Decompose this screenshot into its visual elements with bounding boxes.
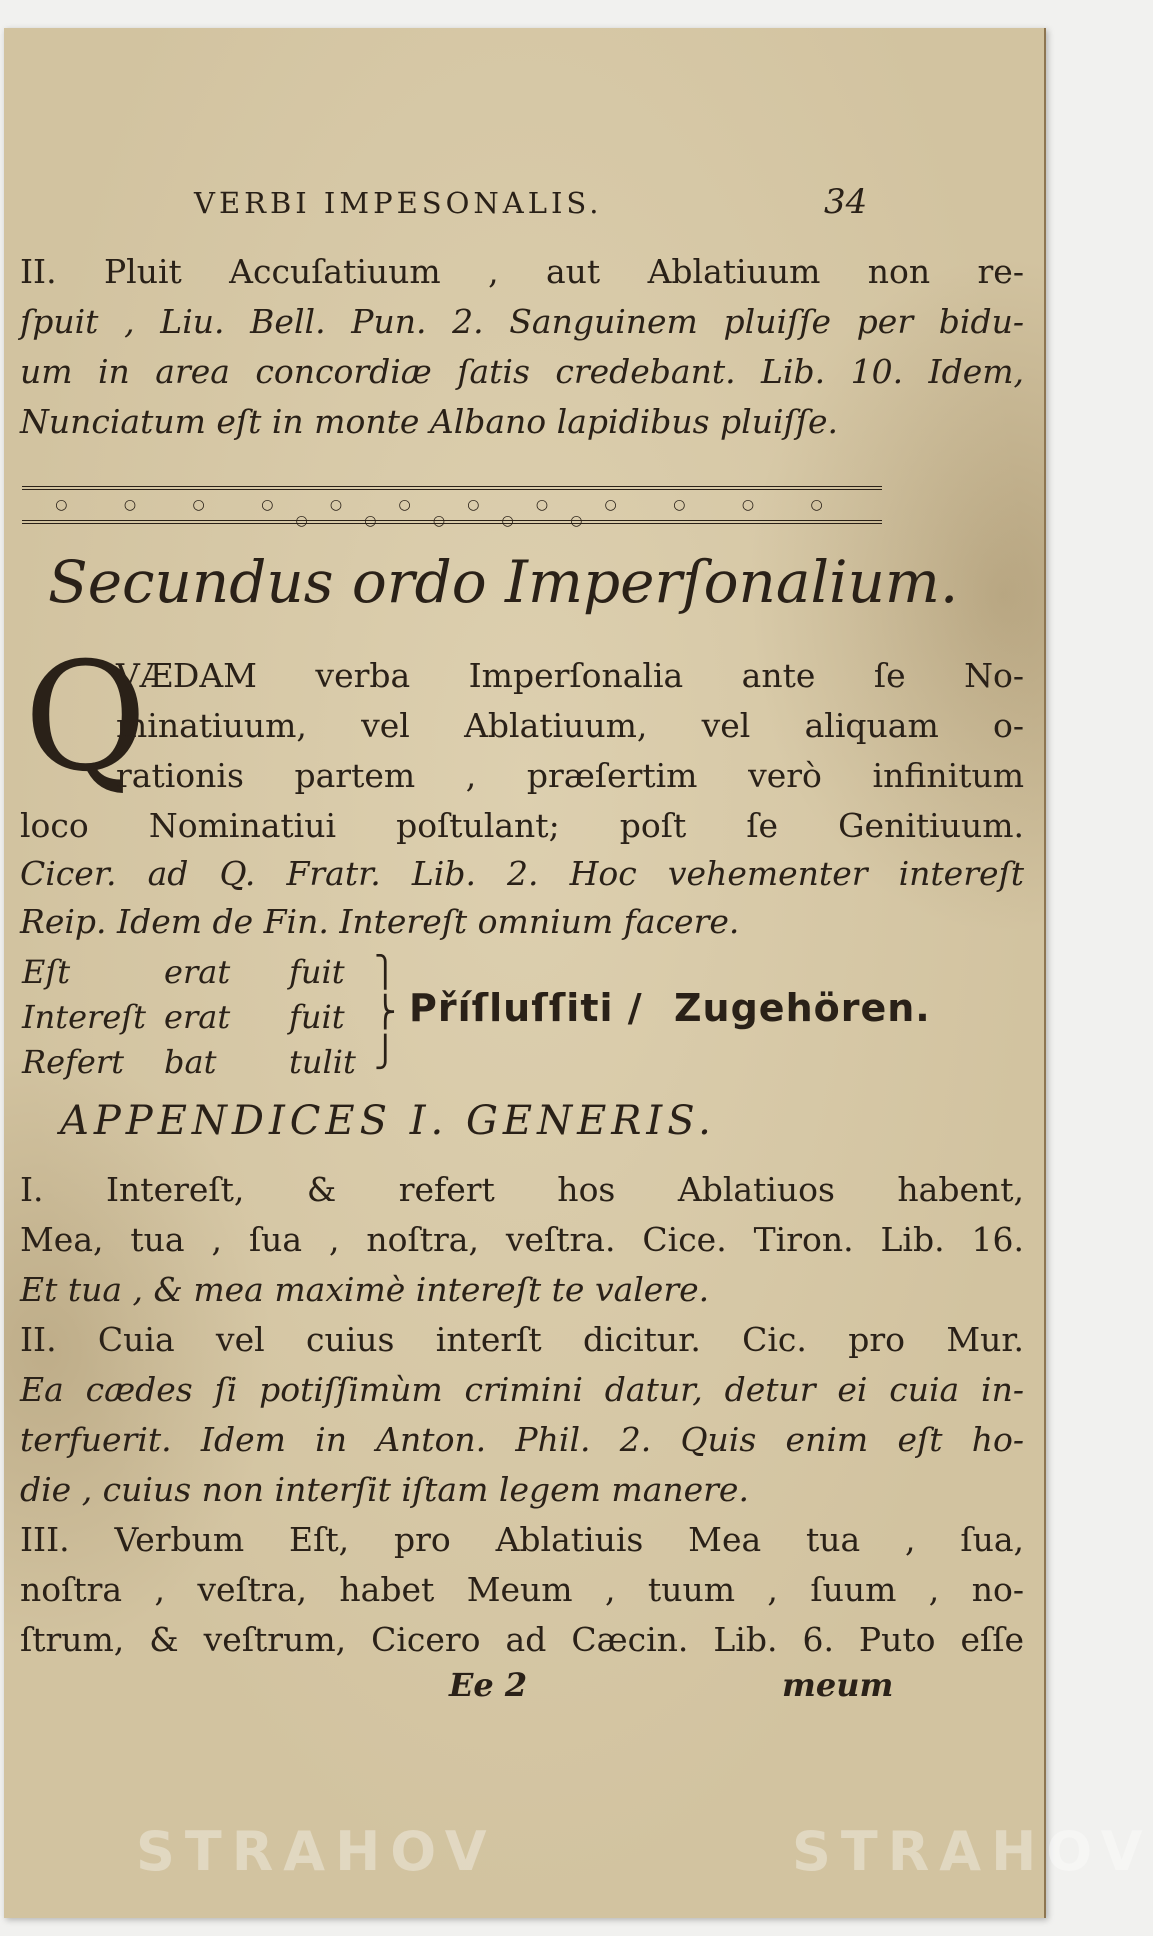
conj-row3-col2: bat (164, 1043, 217, 1081)
appx-line-8: III. Verbum Eſt, pro Ablatiuis Mea tua , ſua, (20, 1520, 1024, 1559)
appx-line-2: Mea, tua , ſua , noſtra, veſtra. Cice. Tiron. Lib. 16. (20, 1220, 1024, 1259)
appx-line-4: II. Cuia vel cuius interſt dicitur. Cic. pro Mur. (20, 1320, 1024, 1359)
running-head: VERBI IMPESONALIS. (194, 186, 603, 220)
watermark-right: STRAHOV (792, 1820, 1153, 1883)
appx-line-10: ſtrum, & veſtrum, Cicero ad Cæcin. Lib. 6. Puto eſſe (20, 1620, 1024, 1659)
body-line-3: rationis partem , præſertim verò infinitum (116, 756, 1024, 795)
top-line-4: Nunciatum eſt in monte Albano lapidibus pluiſſe. (20, 402, 838, 441)
catchword: meum (782, 1666, 894, 1704)
body-line-1: VÆDAM verba Imperſonalia ante ſe No- (116, 656, 1024, 695)
appendices-heading: APPENDICES I. GENERIS. (60, 1098, 716, 1144)
conj-row1-col3: fuit (289, 953, 345, 991)
rule-ornament: ○ ○ ○ ○ ○ ○ ○ ○ ○ ○ ○ ○ ○ ○ ○ ○ ○ (55, 497, 849, 529)
top-line-2: ſpuit , Liu. Bell. Pun. 2. Sanguinem pluiſſe per bidu- (20, 302, 1024, 341)
page-number: 34 (824, 182, 868, 222)
german-gloss: Zugehören. (674, 986, 931, 1030)
appx-line-9: noſtra , veſtra, habet Meum , tuum , ſuum , no- (20, 1570, 1024, 1609)
conj-row3-col3: tulit (289, 1043, 356, 1081)
appx-line-3: Et tua , & mea maximè intereſt te valere. (20, 1270, 710, 1309)
appx-line-1: I. Intereſt, & refert hos Ablatiuos habent, (20, 1170, 1024, 1209)
conj-row2-col2: erat (164, 998, 231, 1036)
body-line-4: loco Nominatiui poſtulant; poſt ſe Genitiuum. (20, 806, 1024, 845)
body-line-6: Reip. Idem de Fin. Intereſt omnium facere. (20, 902, 740, 941)
conj-row1-col1: Eſt (22, 953, 71, 991)
watermark-left: STRAHOV (136, 1820, 497, 1883)
body-line-2: minatiuum, vel Ablatiuum, vel aliquam o- (116, 706, 1024, 745)
appx-line-7: die , cuius non interſit iſtam legem manere. (20, 1470, 749, 1509)
conj-row3-col1: Refert (22, 1043, 124, 1081)
conj-row2-col1: Intereſt (22, 998, 146, 1036)
body-line-5: Cicer. ad Q. Fratr. Lib. 2. Hoc vehementer intereſt (20, 854, 1024, 893)
book-page (4, 28, 1153, 1918)
appx-line-5: Ea cædes ſi potiſſimùm crimini datur, detur ei cuia in- (20, 1370, 1024, 1409)
section-heading: Secundus ordo Imperſonalium. (48, 548, 959, 616)
top-line-1: II. Pluit Accuſatiuum , aut Ablatiuum non re- (20, 252, 1024, 291)
appx-line-6: terfuerit. Idem in Anton. Phil. 2. Quis enim eſt ho- (20, 1420, 1024, 1459)
czech-gloss: Příſluſſiti / (409, 986, 643, 1030)
conj-row1-col2: erat (164, 953, 231, 991)
conj-row2-col3: fuit (289, 998, 345, 1036)
ornamental-rule (22, 486, 882, 529)
brace-icon: ⎫ ⎬ ⎭ (374, 955, 397, 1070)
drop-cap: Q (24, 631, 147, 805)
top-line-3: um in area concordiæ ſatis credebant. Lib. 10. Idem, (20, 352, 1024, 391)
signature-mark: Ee 2 (449, 1666, 528, 1704)
